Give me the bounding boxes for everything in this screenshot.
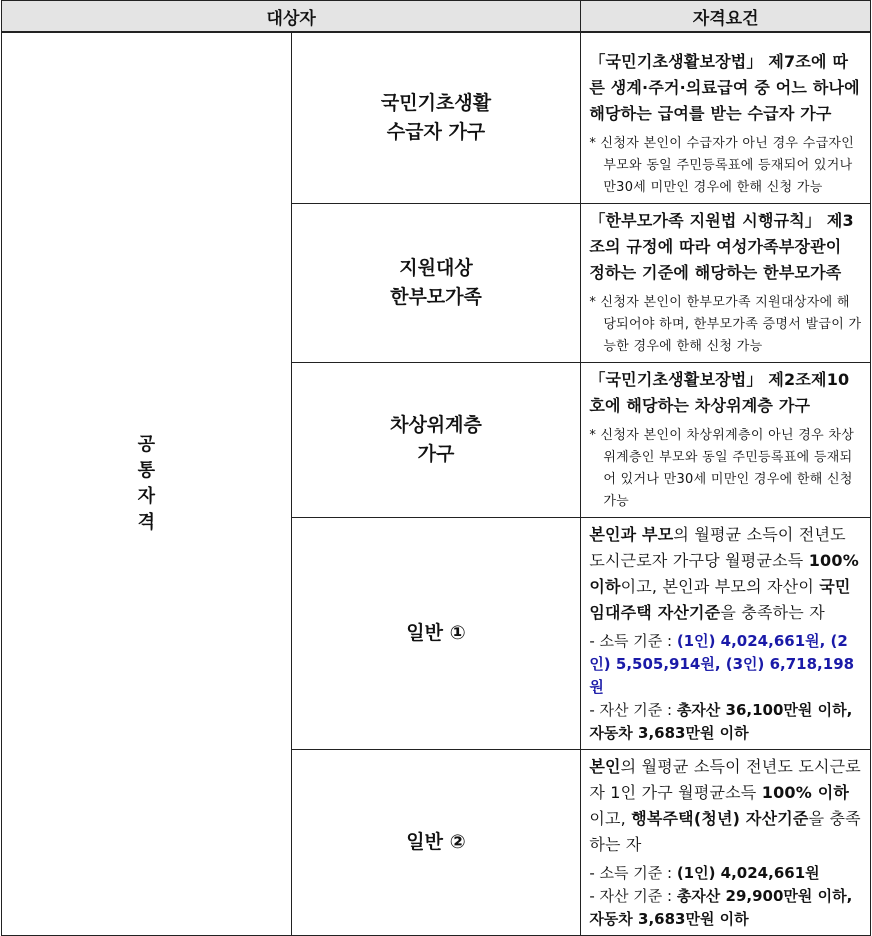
requirement-cell <box>581 363 871 518</box>
requirement-text: 이고, <box>589 809 632 828</box>
requirement-cell <box>581 204 871 363</box>
emphasis-text: 본인 <box>589 757 621 776</box>
requirement-main: 「국민기초생활보장법」 제2조제10호에 해당하는 차상위계층 가구 <box>589 370 850 415</box>
requirement-text: 의 월평균 소득이 전년도 도시근로자 1인 가구 월평균소득 <box>589 757 861 802</box>
target-line: 차상위계층 <box>390 414 482 436</box>
requirement-cell <box>581 32 871 204</box>
income-value: (1인) 4,024,661원, (2인) 5,505,914원, (3인) 6,718,198원 <box>589 632 855 696</box>
requirement-main <box>589 522 862 626</box>
group-label <box>2 32 292 936</box>
target-cell: 일반 ② <box>291 750 581 936</box>
asset-value: 총자산 29,900만원 이하, 자동차 3,683만원 이하 <box>589 887 853 928</box>
target-line: 가구 <box>417 443 455 465</box>
income-label: - 소득 기준 : <box>589 864 677 882</box>
emphasis-text: 100% 이하 <box>589 551 859 596</box>
emphasis-text: 국민임대주택 자산기준 <box>589 577 851 622</box>
asset-label: - 자산 기준 : <box>589 887 677 905</box>
target-line: 지원대상 <box>399 257 473 279</box>
requirement-cell <box>581 518 871 750</box>
requirement-cell <box>581 750 871 936</box>
emphasis-text: 본인과 부모 <box>589 525 674 544</box>
requirement-text: 을 충족하는 자 <box>720 603 825 622</box>
requirement-text: 을 충족하는 자 <box>589 809 861 854</box>
target-cell <box>291 204 581 363</box>
income-criterion <box>589 630 862 699</box>
group-label-char: 격 <box>137 512 156 533</box>
emphasis-text: 100% 이하 <box>761 783 850 802</box>
target-line: 한부모가족 <box>390 286 482 308</box>
income-value: (1인) 4,024,661원 <box>676 864 820 882</box>
asset-label: - 자산 기준 : <box>589 701 677 719</box>
asset-criterion <box>589 699 862 745</box>
asset-value: 총자산 36,100만원 이하, 자동차 3,683만원 이하 <box>589 701 853 742</box>
header-requirement: 자격요건 <box>581 1 871 33</box>
target-cell <box>291 363 581 518</box>
group-label-char: 자 <box>137 486 156 507</box>
header-row <box>2 1 871 33</box>
emphasis-text: 행복주택(청년) 자산기준 <box>631 809 809 828</box>
requirement-text: 의 월평균 소득이 전년도 도시근로자 가구당 월평균소득 <box>589 525 846 570</box>
income-criterion <box>589 862 862 885</box>
target-cell: 일반 ① <box>291 518 581 750</box>
income-label: - 소득 기준 : <box>589 632 677 650</box>
requirement-note: * 신청자 본인이 차상위계층이 아닌 경우 차상위계층인 부모와 동일 주민등록표에 등재되어 있거나 만30세 미만인 경우에 한해 신청 가능 <box>589 428 855 509</box>
requirement-note: * 신청자 본인이 한부모가족 지원대상자에 해당되어야 하며, 한부모가족 증명서 발급이 가능한 경우에 한해 신청 가능 <box>589 295 862 354</box>
requirement-main: 「한부모가족 지원법 시행규칙」 제3조의 규정에 따라 여성가족부장관이 정하는 기준에 해당하는 한부모가족 <box>589 211 854 282</box>
requirement-text: 이고, 본인과 부모의 자산이 <box>620 577 820 596</box>
target-line: 국민기초생활 <box>380 92 492 114</box>
target-cell <box>291 32 581 204</box>
group-label-char: 통 <box>137 460 156 481</box>
eligibility-table <box>1 0 871 936</box>
target-line: 수급자 가구 <box>386 121 486 143</box>
header-target: 대상자 <box>2 1 581 33</box>
table-row <box>2 32 871 204</box>
asset-criterion <box>589 885 862 931</box>
group-label-char: 공 <box>137 434 156 455</box>
requirement-main: 「국민기초생활보장법」 제7조에 따른 생계·주거·의료급여 중 어느 하나에 해당하는 급여를 받는 수급자 가구 <box>589 52 860 123</box>
requirement-note: * 신청자 본인이 수급자가 아닌 경우 수급자인 부모와 동일 주민등록표에 등재되어 있거나 만30세 미만인 경우에 한해 신청 가능 <box>589 136 855 195</box>
requirement-main <box>589 754 862 858</box>
